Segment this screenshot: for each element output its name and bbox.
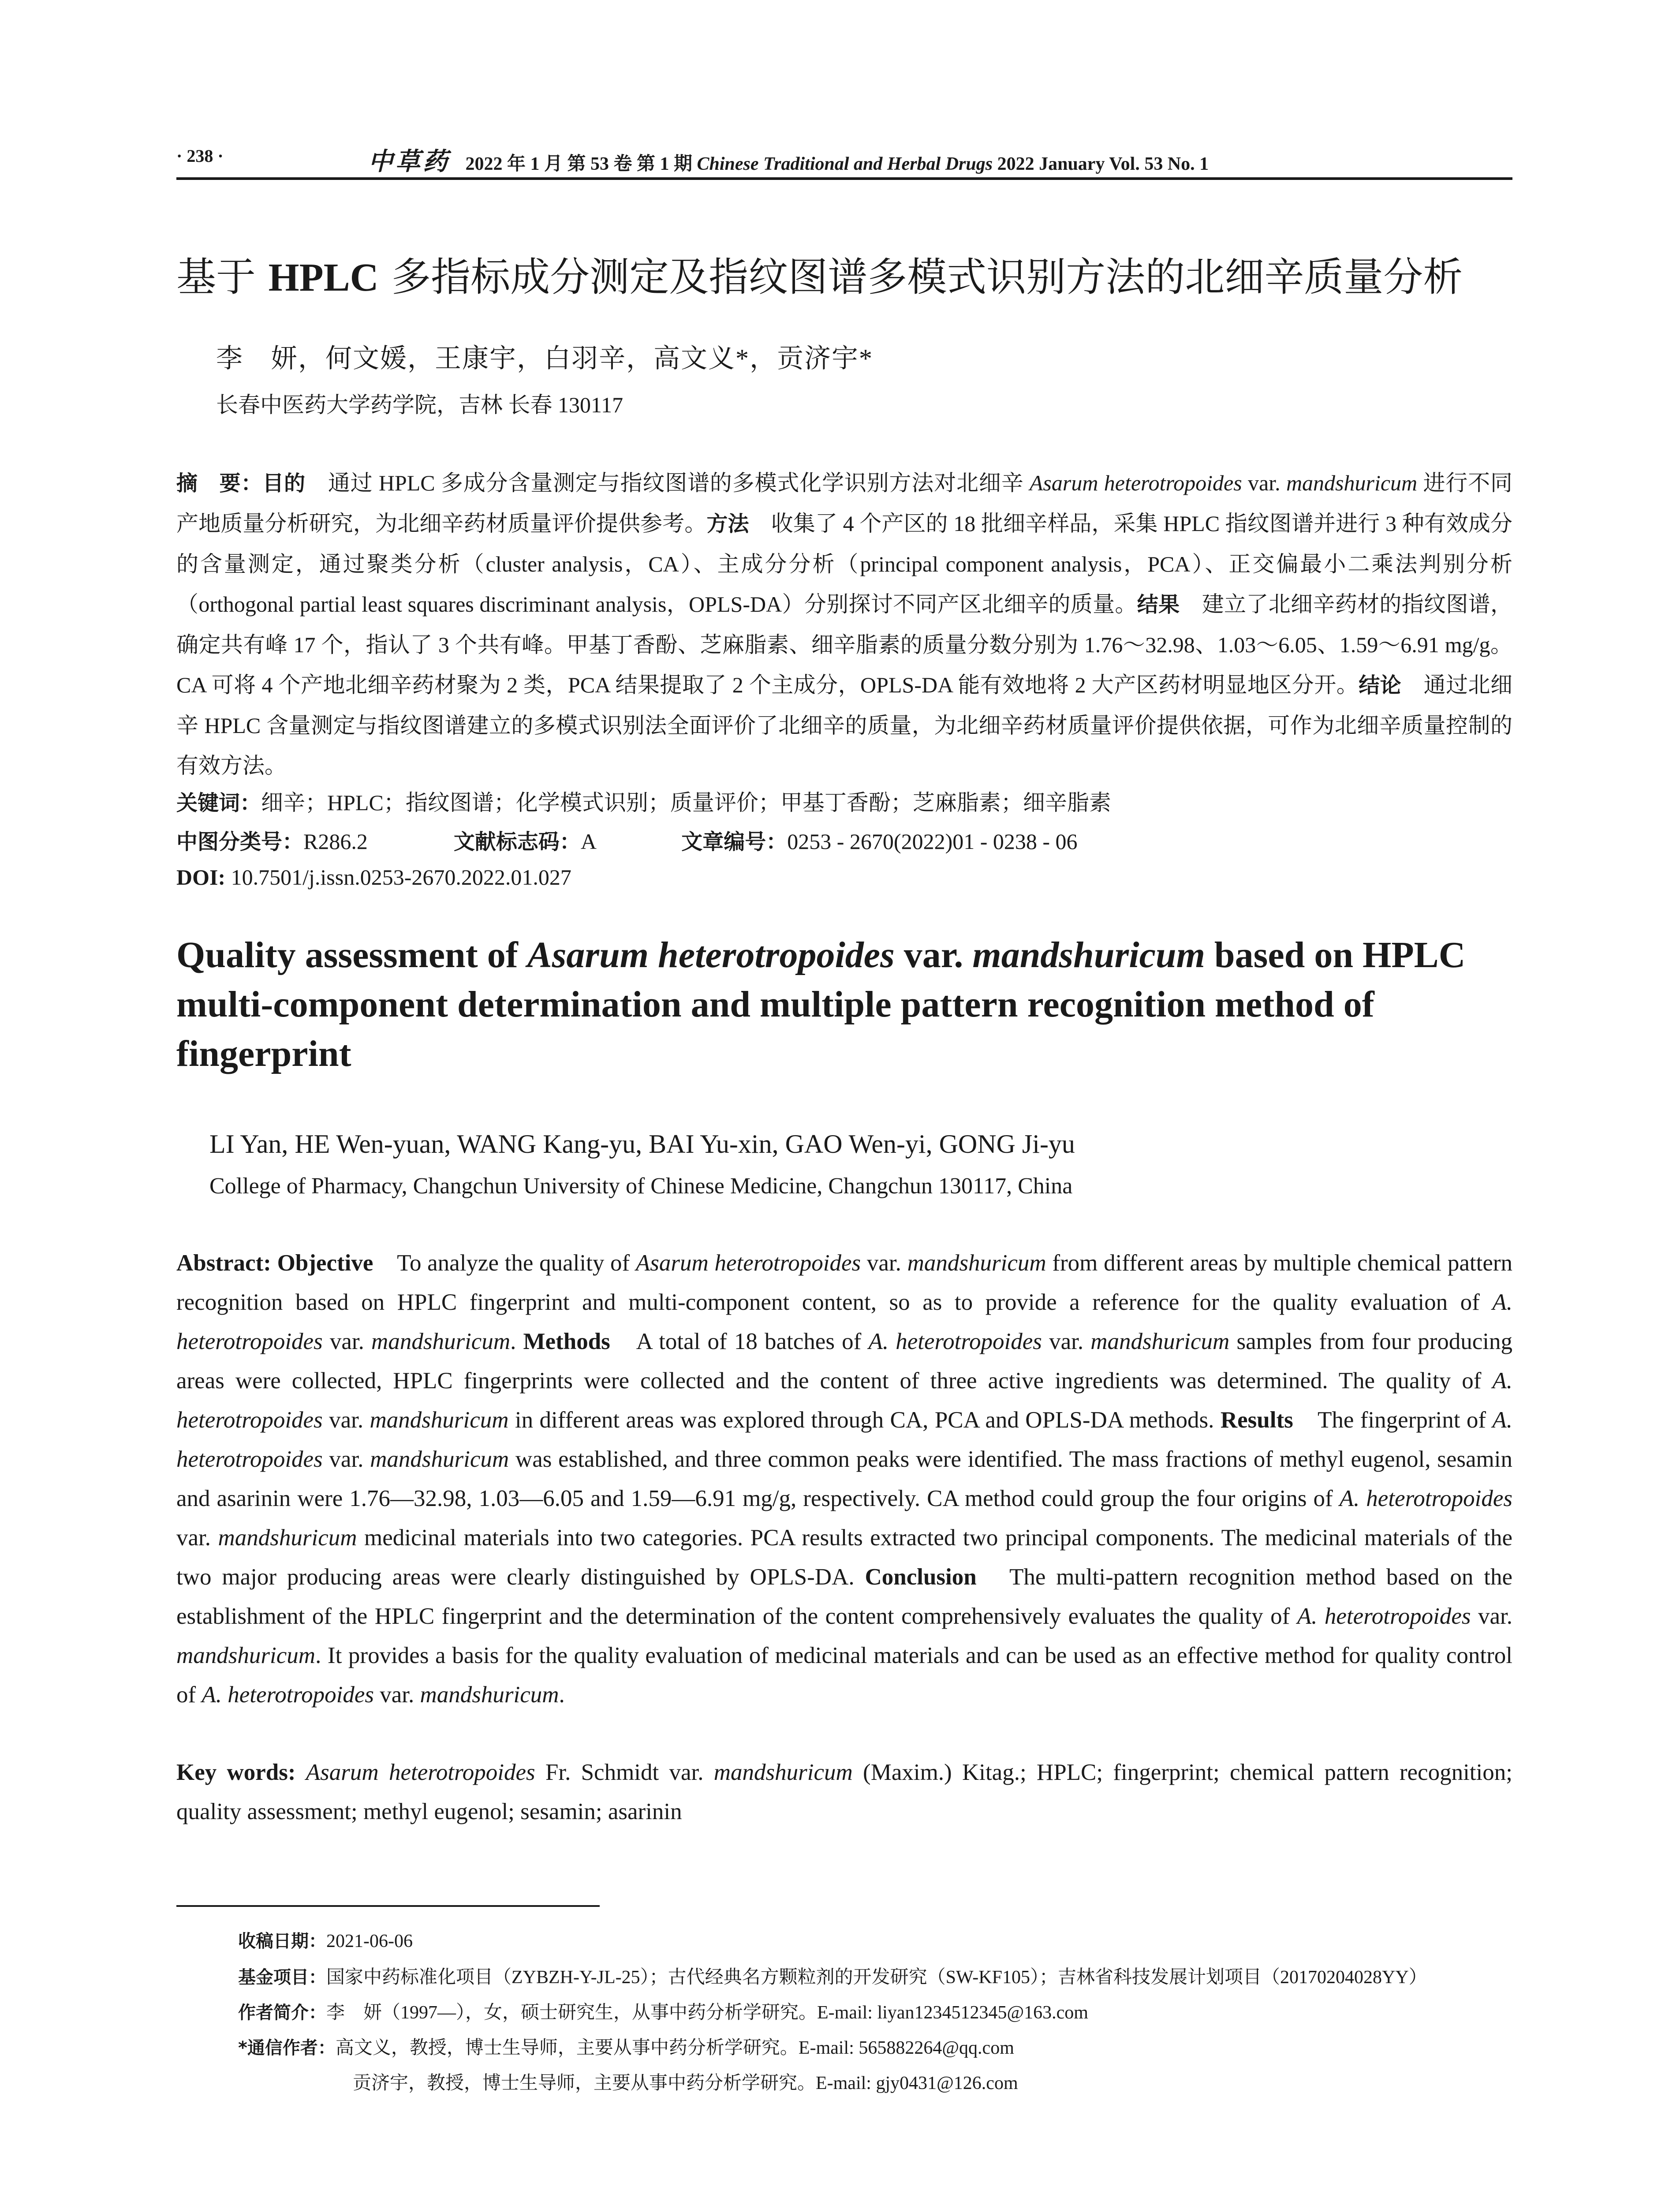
- journal-issue-cn: 2022 年 1 月 第 53 卷 第 1 期: [465, 154, 693, 174]
- journal-header: [368, 142, 1209, 177]
- cn-objective-label: 目的: [262, 471, 306, 496]
- cn-title: 基于 HPLC 多指标成分测定及指纹图谱多模式识别方法的北细辛质量分析: [176, 254, 1463, 300]
- en-title: Quality assessment of Asarum heterotropoides var. mandshuricum based on HPLC multi-component determination and multiple pattern recognition method of fingerprint: [176, 934, 1466, 1074]
- cn-authors: 李 妍，何文媛，王康宇，白羽辛，高文义*，贡济宇*: [216, 344, 873, 373]
- cn-classification: 中图分类号：R286.2 文献标志码：A 文章编号：0253 - 2670(2022)01 - 0238 - 06: [176, 829, 1078, 854]
- footnote-author: 作者简介：李 妍（1997—），女，硕士研究生，从事中药分析学研究。E-mail: liyan1234512345@163.com: [238, 2003, 1088, 2023]
- footnote-corresponding-2: 贡济宇，教授，博士生导师，主要从事中药分析学研究。E-mail: gjy0431@126.com: [353, 2073, 1018, 2093]
- en-objective-label: Objective: [277, 1250, 373, 1276]
- en-abstract-label: Abstract:: [176, 1250, 271, 1276]
- footnote-rule: [176, 1905, 600, 1907]
- page-number: · 238 ·: [176, 146, 224, 166]
- header-rule: [176, 177, 1512, 180]
- cn-affiliation: 长春中医药大学药学院，吉林 长春 130117: [216, 392, 623, 417]
- en-methods-label: Methods: [523, 1329, 610, 1354]
- cn-abstract: 摘 要：目的 通过 HPLC 多成分含量测定与指纹图谱的多模式化学识别方法对北细辛 Asarum heterotropoides var. mandshuricum 进行不同产地质量分析研究，为北细辛药材质量评价提供参考。方法 收集了 4 个产区的 18 批细辛样品，采集 HPLC 指纹图谱并进行 3 种有效成分的含量测定，通过聚类分析（cluster analysis，CA）、主成分分析（principal component analysis，PCA）、正交偏最小二乘法判别分析（orthogonal partial least squares discriminant analysis，OPLS-DA）分别探讨不同产区北细辛的质量。结果 建立了北细辛药材的指纹图谱，确定共有峰 17 个，指认了 3 个共有峰。甲基丁香酚、芝麻脂素、细辛脂素的质量分数分别为 1.76～32.98、1.03～6.05、1.59～6.91 mg/g。CA 可将 4 个产地北细辛药材聚为 2 类，PCA 结果提取了 2 个主成分，OPLS-DA 能有效地将 2 大产区药材明显地区分开。结论 通过北细辛 HPLC 含量测定与指纹图谱建立的多模式识别法全面评价了北细辛的质量，为北细辛药材质量评价提供依据，可作为北细辛质量控制的有效方法。: [176, 471, 1512, 778]
- footnote-fund: 基金项目：国家中药标准化项目（ZYBZH-Y-JL-25）；古代经典名方颗粒剂的开发研究（SW-KF105）；吉林省科技发展计划项目（20170204028YY）: [238, 1967, 1427, 1988]
- en-conclusion-label: Conclusion: [865, 1564, 977, 1590]
- footnote-corresponding: *通信作者：高文义，教授，博士生导师，主要从事中药分析学研究。E-mail: 565882264@qq.com: [238, 2038, 1014, 2058]
- journal-brand: 中草药: [368, 148, 450, 176]
- journal-issue-en: 2022 January Vol. 53 No. 1: [997, 154, 1209, 174]
- en-authors: LI Yan, HE Wen-yuan, WANG Kang-yu, BAI Yu-xin, GAO Wen-yi, GONG Ji-yu: [209, 1129, 1075, 1159]
- en-keywords: Key words: Asarum heterotropoides Fr. Schmidt var. mandshuricum (Maxim.) Kitag.; HPLC; fingerprint; chemical pattern recognition; quality assessment; methyl eugenol; sesamin; asarinin: [176, 1760, 1512, 1824]
- cn-conclusion-label: 结论: [1359, 673, 1402, 698]
- cn-methods-label: 方法: [706, 512, 749, 536]
- journal-name-en: Chinese Traditional and Herbal Drugs: [697, 154, 993, 174]
- en-results-label: Results: [1220, 1407, 1293, 1433]
- en-abstract: Abstract: Objective To analyze the quality of Asarum heterotropoides var. mandshuricum from different areas by multiple chemical pattern recognition based on HPLC fingerprint and multi-component content, so as to provide a reference for the quality evaluation of A. heterotropoides var. mandshuricum. Methods A total of 18 batches of A. heterotropoides var. mandshuricum samples from four producing areas were collected, HPLC fingerprints were collected and the content of three active ingredients was determined. The quality of A. heterotropoides var. mandshuricum in different areas was explored through CA, PCA and OPLS-DA methods. Results The fingerprint of A. heterotropoides var. mandshuricum was established, and three common peaks were identified. The mass fractions of methyl eugenol, sesamin and asarinin were 1.76—32.98, 1.03—6.05 and 1.59—6.91 mg/g, respectively. CA method could group the four origins of A. heterotropoides var. mandshuricum medicinal materials into two categories. PCA results extracted two principal components. The medicinal materials of the two major producing areas were clearly distinguished by OPLS-DA. Conclusion The multi-pattern recognition method based on the establishment of the HPLC fingerprint and the determination of the content comprehensively evaluates the quality of A. heterotropoides var. mandshuricum. It provides a basis for the quality evaluation of medicinal materials and can be used as an effective method for quality control of A. heterotropoides var. mandshuricum.: [176, 1250, 1513, 1708]
- cn-abstract-label: 摘 要：: [176, 471, 263, 496]
- cn-doi: DOI: 10.7501/j.issn.0253-2670.2022.01.027: [176, 865, 571, 889]
- cn-keywords: 关键词：细辛；HPLC；指纹图谱；化学模式识别；质量评价；甲基丁香酚；芝麻脂素；细辛脂素: [176, 790, 1111, 815]
- cn-results-label: 结果: [1137, 592, 1180, 617]
- footnote-received: 收稿日期：2021-06-06: [238, 1931, 413, 1951]
- en-affiliation: College of Pharmacy, Changchun University of Chinese Medicine, Changchun 130117, China: [209, 1174, 1073, 1199]
